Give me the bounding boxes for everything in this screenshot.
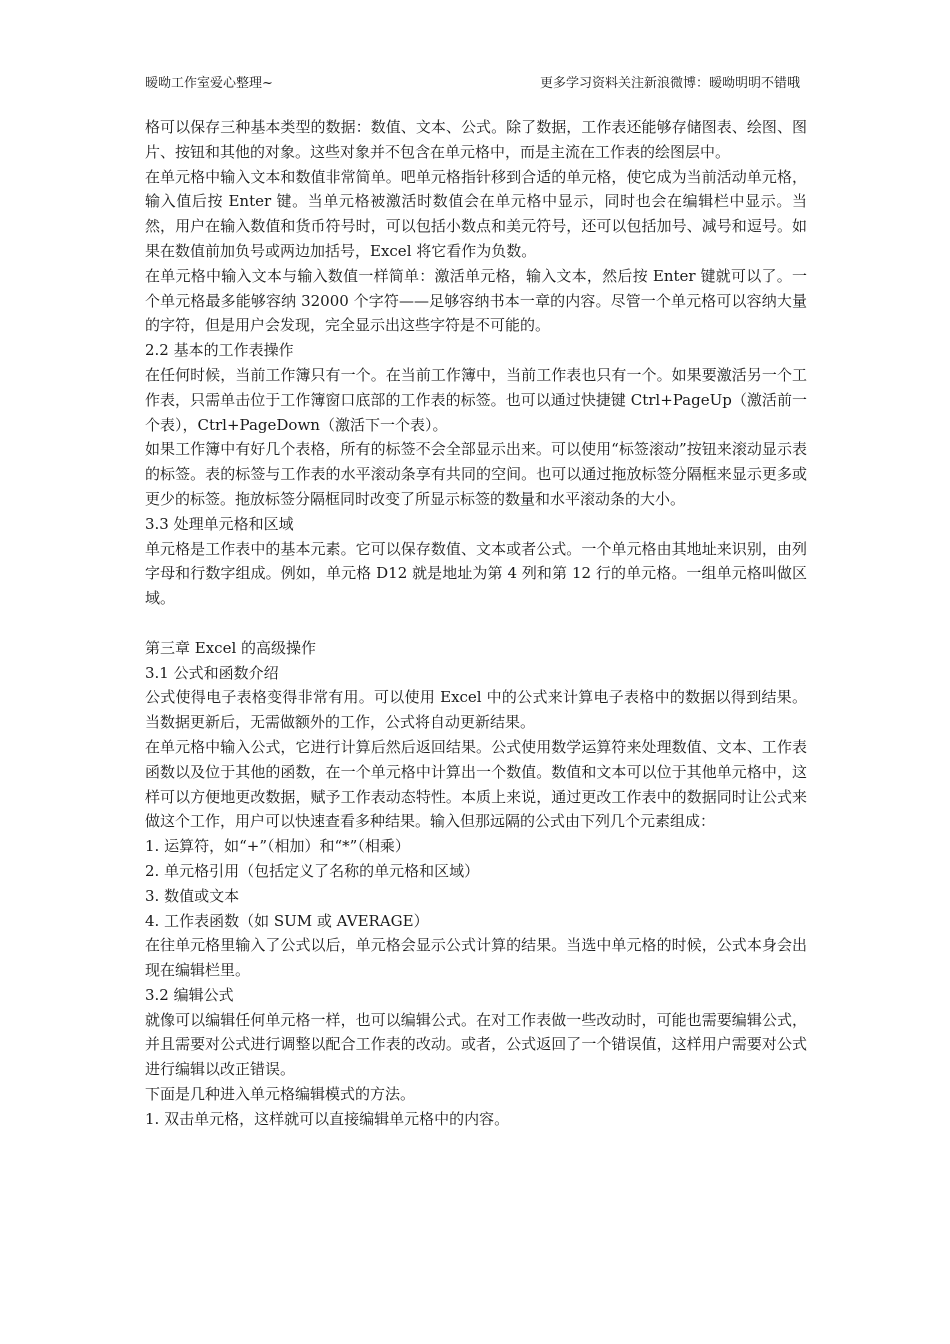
- header-left-text: 暧呦工作室爱心整理~: [145, 76, 273, 91]
- list-item: 2. 单元格引用（包括定义了名称的单元格和区域）: [145, 861, 480, 880]
- section-heading: 3.3 处理单元格和区域: [145, 514, 294, 533]
- paragraph: 在往单元格里输入了公式以后，单元格会显示公式计算的结果。当选中单元格的时候，公式本身会出现在编辑栏里。: [145, 936, 807, 980]
- list-item: 3. 数值或文本: [145, 886, 240, 905]
- blank-line: [145, 611, 807, 636]
- section-heading: 3.1 公式和函数介绍: [145, 663, 279, 682]
- chapter-heading: 第三章 Excel 的高级操作: [145, 638, 317, 657]
- section-heading: 3.2 编辑公式: [145, 985, 234, 1004]
- document-body: [145, 115, 807, 1132]
- paragraph: 格可以保存三种基本类型的数据：数值、文本、公式。除了数据，工作表还能够存储图表、绘图、图片、按钮和其他的对象。这些对象并不包含在单元格中，而是主流在工作表的绘图层中。: [145, 118, 807, 161]
- list-item: 1. 运算符，如“+”（相加）和“*”（相乘）: [145, 837, 410, 856]
- list-item: 4. 工作表函数（如 SUM 或 AVERAGE）: [145, 911, 429, 930]
- page-header: [145, 74, 800, 94]
- paragraph: 公式使得电子表格变得非常有用。可以使用 Excel 中的公式来计算电子表格中的数据以得到结果。当数据更新后，无需做额外的工作，公式将自动更新结果。: [145, 688, 807, 732]
- paragraph: 在单元格中输入公式，它进行计算后然后返回结果。公式使用数学运算符来处理数值、文本、工作表函数以及位于其他的函数，在一个单元格中计算出一个数值。数值和文本可以位于其他单元格中，这样可以方便地更改数据，赋予工作表动态特性。本质上来说，通过更改工作表中的数据同时让公式来做这个工作，用户可以快速查看多种结果。输入但那远隔的公式由下列几个元素组成：: [145, 737, 807, 831]
- paragraph: 如果工作簿中有好几个表格，所有的标签不会全部显示出来。可以使用“标签滚动”按钮来滚动显示表的标签。表的标签与工作表的水平滚动条享有共同的空间。也可以通过拖放标签分隔框来显示更多或更少的标签。拖放标签分隔框同时改变了所显示标签的数量和水平滚动条的大小。: [145, 440, 807, 508]
- paragraph: 下面是几种进入单元格编辑模式的方法。: [145, 1085, 416, 1104]
- paragraph: 在单元格中输入文本和数值非常简单。吧单元格指针移到合适的单元格，使它成为当前活动单元格，输入值后按 Enter 键。当单元格被激活时数值会在单元格中显示，同时也会在编辑栏中显示。当然，用户在输入数值和货币符号时，可以包括小数点和美元符号，还可以包括加号、减号和逗号。如果在数值前加负号或两边加括号，Excel 将它看作为负数。: [145, 167, 807, 260]
- header-right-text: 更多学习资料关注新浪微博：暧呦明明不错哦: [539, 76, 800, 91]
- paragraph: 单元格是工作表中的基本元素。它可以保存数值、文本或者公式。一个单元格由其地址来识别，由列字母和行数字组成。例如，单元格 D12 就是地址为第 4 列和第 12 行的单元格。一组单元格叫做区域。: [145, 539, 807, 608]
- paragraph: 就像可以编辑任何单元格一样，也可以编辑公式。在对工作表做一些改动时，可能也需要编辑公式，并且需要对公式进行调整以配合工作表的改动。或者，公式返回了一个错误值，这样用户需要对公式进行编辑以改正错误。: [145, 1010, 807, 1079]
- paragraph: 在任何时候，当前工作簿只有一个。在当前工作簿中，当前工作表也只有一个。如果要激活另一个工作表，只需单击位于工作簿窗口底部的工作表的标签。也可以通过快捷键 Ctrl+PageUp（激活前一个表），Ctrl+PageDown（激活下一个表）。: [145, 365, 807, 434]
- paragraph: 在单元格中输入文本与输入数值一样简单：激活单元格，输入文本，然后按 Enter 键就可以了。一个单元格最多能够容纳 32000 个字符——足够容纳书本一章的内容。尽管一个单元格可以容纳大量的字符，但是用户会发现，完全显示出这些字符是不可能的。: [145, 266, 807, 335]
- section-heading: 2.2 基本的工作表操作: [145, 341, 294, 360]
- list-item: 1. 双击单元格，这样就可以直接编辑单元格中的内容。: [145, 1109, 510, 1128]
